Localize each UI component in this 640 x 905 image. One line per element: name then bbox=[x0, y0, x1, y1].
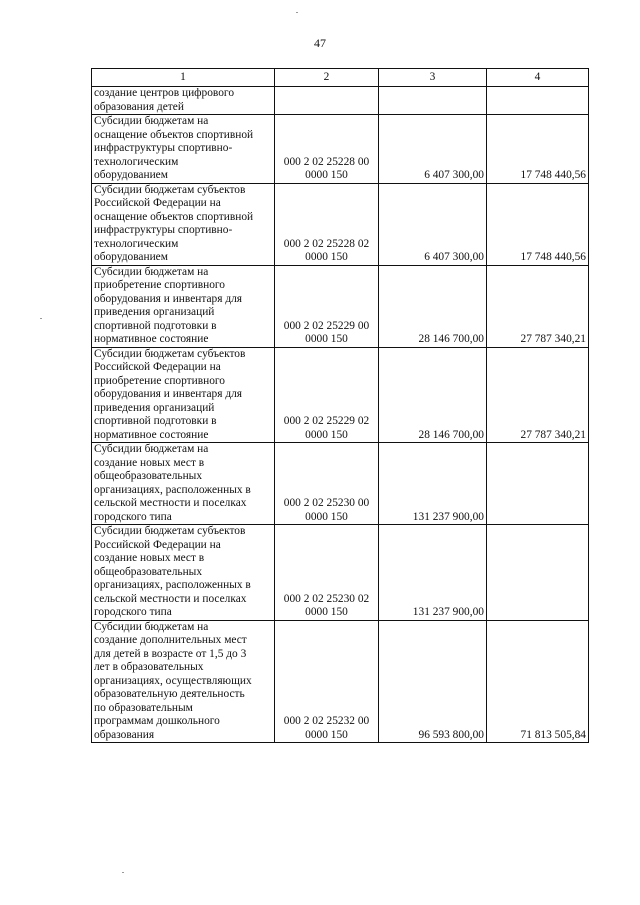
amount-col3: 28 146 700,00 bbox=[379, 265, 487, 347]
amount-col4 bbox=[487, 87, 589, 115]
income-name: Субсидии бюджетам на приобретение спортивного оборудования и инвентаря для приведения организаций спортивной подготовки в нормативное состояние bbox=[92, 265, 275, 347]
table-row bbox=[92, 525, 589, 621]
amount-col3: 131 237 900,00 bbox=[379, 525, 487, 621]
income-name: Субсидии бюджетам на оснащение объектов спортивной инфраструктуры спортивно- технологическим оборудованием bbox=[92, 115, 275, 184]
amount-col3: 131 237 900,00 bbox=[379, 443, 487, 525]
income-name: Субсидии бюджетам субъектов Российской Федерации на приобретение спортивного оборудования и инвентаря для приведения организаций спортивной подготовки в нормативное состояние bbox=[92, 347, 275, 443]
column-header-1: 1 bbox=[92, 69, 275, 87]
income-name: Субсидии бюджетам субъектов Российской Федерации на оснащение объектов спортивной инфраструктуры спортивно- технологическим оборудованием bbox=[92, 183, 275, 265]
amount-col3: 28 146 700,00 bbox=[379, 347, 487, 443]
amount-col3: 96 593 800,00 bbox=[379, 620, 487, 743]
budget-table bbox=[91, 68, 589, 743]
amount-col4 bbox=[487, 525, 589, 621]
amount-col4: 17 748 440,56 bbox=[487, 183, 589, 265]
table-row bbox=[92, 347, 589, 443]
column-header-2: 2 bbox=[275, 69, 379, 87]
budget-code: 000 2 02 25229 02 0000 150 bbox=[275, 347, 379, 443]
page-number: 47 bbox=[314, 36, 326, 50]
budget-code: 000 2 02 25228 02 0000 150 bbox=[275, 183, 379, 265]
amount-col3 bbox=[379, 87, 487, 115]
scan-speck bbox=[40, 318, 42, 319]
budget-code: 000 2 02 25230 00 0000 150 bbox=[275, 443, 379, 525]
budget-code: 000 2 02 25230 02 0000 150 bbox=[275, 525, 379, 621]
table-row bbox=[92, 265, 589, 347]
income-name: создание центров цифрового образования детей bbox=[92, 87, 275, 115]
amount-col4: 27 787 340,21 bbox=[487, 347, 589, 443]
table-row bbox=[92, 115, 589, 184]
amount-col3: 6 407 300,00 bbox=[379, 115, 487, 184]
income-name: Субсидии бюджетам субъектов Российской Федерации на создание новых мест в общеобразовательных организациях, расположенных в сельской местности и поселках городского типа bbox=[92, 525, 275, 621]
column-header-3: 3 bbox=[379, 69, 487, 87]
budget-code: 000 2 02 25232 00 0000 150 bbox=[275, 620, 379, 743]
table-header-row bbox=[92, 69, 589, 87]
table-row bbox=[92, 183, 589, 265]
column-header-4: 4 bbox=[487, 69, 589, 87]
budget-code bbox=[275, 87, 379, 115]
table-row bbox=[92, 443, 589, 525]
budget-code: 000 2 02 25229 00 0000 150 bbox=[275, 265, 379, 347]
amount-col4 bbox=[487, 443, 589, 525]
amount-col4: 27 787 340,21 bbox=[487, 265, 589, 347]
scan-speck bbox=[296, 12, 298, 13]
amount-col4: 71 813 505,84 bbox=[487, 620, 589, 743]
table-row bbox=[92, 87, 589, 115]
income-name: Субсидии бюджетам на создание дополнительных мест для детей в возрасте от 1,5 до 3 лет в образовательных организациях, осуществляющих образовательную деятельность по образовательным программам дошкольного образования bbox=[92, 620, 275, 743]
budget-code: 000 2 02 25228 00 0000 150 bbox=[275, 115, 379, 184]
income-name: Субсидии бюджетам на создание новых мест в общеобразовательных организациях, расположенных в сельской местности и поселках городского типа bbox=[92, 443, 275, 525]
scan-speck bbox=[122, 872, 124, 873]
table-row bbox=[92, 620, 589, 743]
amount-col3: 6 407 300,00 bbox=[379, 183, 487, 265]
amount-col4: 17 748 440,56 bbox=[487, 115, 589, 184]
